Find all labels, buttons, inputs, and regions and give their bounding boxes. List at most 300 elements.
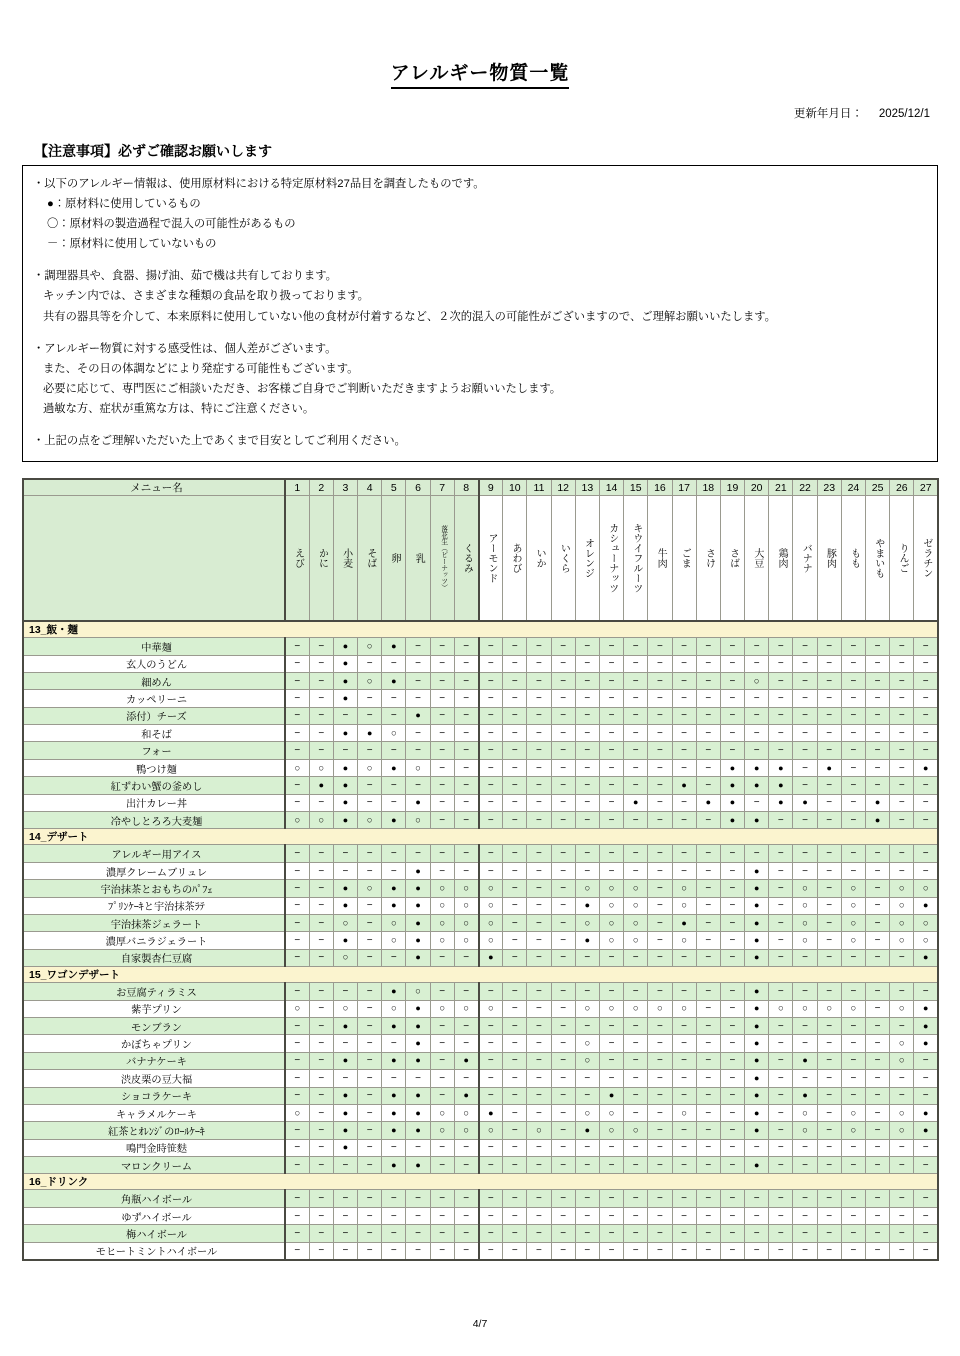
allergen-cell-1: − xyxy=(285,845,309,862)
allergen-cell-22: − xyxy=(793,690,817,707)
allergen-cell-1: − xyxy=(285,862,309,879)
allergen-cell-24: − xyxy=(841,1139,865,1156)
allergen-cell-15: − xyxy=(624,812,648,829)
allergen-cell-19: − xyxy=(720,1087,744,1104)
menu-item-name: 角瓶ハイボール xyxy=(23,1190,285,1207)
allergen-cell-18: − xyxy=(696,812,720,829)
notice-line-8: また、その日の体調などにより発症する可能性もございます。 xyxy=(43,362,359,375)
allergen-cell-15: ● xyxy=(624,794,648,811)
allergen-cell-21: − xyxy=(769,742,793,759)
allergen-cell-18: − xyxy=(696,1017,720,1034)
allergen-cell-4: − xyxy=(358,655,382,672)
table-row xyxy=(23,690,938,707)
allergen-cell-12: − xyxy=(551,638,575,655)
allergen-header-10: あわび xyxy=(503,496,527,622)
allergen-cell-23: − xyxy=(817,1190,841,1207)
allergen-cell-10: − xyxy=(503,690,527,707)
allergen-cell-10: − xyxy=(503,742,527,759)
allergen-cell-9: − xyxy=(479,638,503,655)
allergen-cell-1: − xyxy=(285,932,309,949)
allergen-cell-24: ○ xyxy=(841,880,865,897)
allergen-cell-26: − xyxy=(890,794,914,811)
table-row xyxy=(23,1000,938,1017)
allergen-cell-13: − xyxy=(575,1139,599,1156)
allergen-cell-10: − xyxy=(503,897,527,914)
allergen-cell-3: ● xyxy=(333,897,357,914)
allergen-cell-20: − xyxy=(745,655,769,672)
notice-line-11: ・上記の点をご理解いただいた上であくまで目安としてご利用ください。 xyxy=(33,435,406,448)
allergen-cell-25: − xyxy=(866,1157,890,1174)
allergen-cell-15: − xyxy=(624,707,648,724)
allergen-cell-9: − xyxy=(479,1139,503,1156)
allergen-cell-21: − xyxy=(769,1087,793,1104)
allergen-cell-22: − xyxy=(793,845,817,862)
allergen-cell-4: − xyxy=(358,1225,382,1242)
allergen-cell-24: − xyxy=(841,690,865,707)
allergen-cell-18: − xyxy=(696,1070,720,1087)
allergen-cell-5: − xyxy=(382,707,406,724)
allergen-cell-3: − xyxy=(333,742,357,759)
allergen-cell-6: − xyxy=(406,1139,430,1156)
allergen-cell-22: − xyxy=(793,655,817,672)
menu-item-name: 玄人のうどん xyxy=(23,655,285,672)
allergen-cell-22: − xyxy=(793,1207,817,1224)
allergen-cell-6: ● xyxy=(406,1122,430,1139)
allergen-cell-2: − xyxy=(309,1139,333,1156)
menu-item-name: フォー xyxy=(23,742,285,759)
allergen-cell-4: − xyxy=(358,1087,382,1104)
table-row xyxy=(23,1157,938,1174)
allergen-cell-21: − xyxy=(769,897,793,914)
allergen-cell-2: − xyxy=(309,914,333,931)
allergen-cell-11: − xyxy=(527,655,551,672)
allergen-cell-11: − xyxy=(527,914,551,931)
allergen-cell-9: ○ xyxy=(479,932,503,949)
section-label: 16_ドリンク xyxy=(23,1174,938,1190)
allergen-cell-12: − xyxy=(551,1070,575,1087)
allergen-cell-14: − xyxy=(599,862,623,879)
allergen-cell-9: − xyxy=(479,1052,503,1069)
allergen-cell-27: ● xyxy=(914,759,938,776)
allergen-cell-27: − xyxy=(914,794,938,811)
allergen-cell-19: − xyxy=(720,932,744,949)
allergen-cell-20: ● xyxy=(745,949,769,966)
allergen-cell-20: − xyxy=(745,1207,769,1224)
allergen-cell-15: − xyxy=(624,1190,648,1207)
allergen-cell-7: − xyxy=(430,672,454,689)
menu-item-name: キャラメルケーキ xyxy=(23,1104,285,1121)
menu-item-name: ショコラケーキ xyxy=(23,1087,285,1104)
allergen-cell-9: − xyxy=(479,655,503,672)
allergen-cell-2: − xyxy=(309,1000,333,1017)
allergen-cell-1: − xyxy=(285,1052,309,1069)
update-date-value: 2025/12/1 xyxy=(878,108,930,120)
allergen-cell-16: − xyxy=(648,862,672,879)
allergen-cell-22: ○ xyxy=(793,1122,817,1139)
allergen-cell-7: − xyxy=(430,638,454,655)
allergen-cell-26: − xyxy=(890,690,914,707)
allergen-cell-16: − xyxy=(648,777,672,794)
allergen-cell-10: − xyxy=(503,794,527,811)
allergen-cell-21: ○ xyxy=(769,1000,793,1017)
allergen-cell-23: − xyxy=(817,1225,841,1242)
allergen-cell-6: ● xyxy=(406,1087,430,1104)
allergen-cell-19: − xyxy=(720,690,744,707)
allergen-cell-21: − xyxy=(769,1104,793,1121)
table-row xyxy=(23,672,938,689)
allergen-cell-15: − xyxy=(624,1139,648,1156)
allergen-cell-23: − xyxy=(817,1017,841,1034)
allergen-cell-15: − xyxy=(624,1207,648,1224)
notice-line-7: ・アレルギー物質に対する感受性は、個人差がございます。 xyxy=(33,342,337,355)
allergen-cell-19: − xyxy=(720,914,744,931)
allergen-cell-5: ● xyxy=(382,1052,406,1069)
allergen-cell-7: − xyxy=(430,759,454,776)
allergen-cell-24: − xyxy=(841,1190,865,1207)
allergen-cell-16: − xyxy=(648,1242,672,1260)
allergen-cell-18: − xyxy=(696,1087,720,1104)
allergen-cell-27: − xyxy=(914,1139,938,1156)
allergen-cell-8: − xyxy=(454,759,478,776)
allergen-cell-7: − xyxy=(430,1070,454,1087)
allergen-cell-12: − xyxy=(551,1225,575,1242)
allergen-cell-22: ○ xyxy=(793,897,817,914)
allergen-cell-25: ● xyxy=(866,794,890,811)
allergen-cell-16: − xyxy=(648,1139,672,1156)
allergen-cell-15: − xyxy=(624,1052,648,1069)
allergen-cell-1: ○ xyxy=(285,759,309,776)
allergen-cell-8: − xyxy=(454,1139,478,1156)
allergen-cell-9: − xyxy=(479,1017,503,1034)
allergen-cell-23: − xyxy=(817,1087,841,1104)
allergen-cell-5: ● xyxy=(382,1122,406,1139)
notice-line-0: ・以下のアレルギー情報は、使用原材料における特定原材料27品目を調査したものです。 xyxy=(33,178,485,190)
allergen-cell-17: ○ xyxy=(672,897,696,914)
allergen-number-10: 10 xyxy=(503,479,527,496)
menu-item-name: かぼちゃプリン xyxy=(23,1035,285,1052)
allergen-cell-18: − xyxy=(696,759,720,776)
allergen-cell-15: − xyxy=(624,690,648,707)
allergen-cell-23: − xyxy=(817,880,841,897)
allergen-cell-6: ● xyxy=(406,1157,430,1174)
allergen-cell-13: ○ xyxy=(575,1000,599,1017)
allergen-cell-1: − xyxy=(285,1035,309,1052)
allergen-cell-19: − xyxy=(720,672,744,689)
allergen-cell-14: ○ xyxy=(599,1104,623,1121)
allergen-cell-7: − xyxy=(430,1242,454,1260)
allergen-cell-26: − xyxy=(890,1017,914,1034)
allergen-cell-13: − xyxy=(575,690,599,707)
allergen-cell-10: − xyxy=(503,949,527,966)
allergen-cell-9: − xyxy=(479,1242,503,1260)
allergen-cell-6: − xyxy=(406,1242,430,1260)
allergen-cell-22: − xyxy=(793,1035,817,1052)
allergen-cell-4: − xyxy=(358,1070,382,1087)
allergen-cell-6: ● xyxy=(406,707,430,724)
menu-item-name: カッペリーニ xyxy=(23,690,285,707)
allergen-cell-21: − xyxy=(769,949,793,966)
allergen-cell-5: − xyxy=(382,794,406,811)
allergen-cell-6: − xyxy=(406,638,430,655)
allergen-cell-3: ● xyxy=(333,690,357,707)
allergen-cell-26: ○ xyxy=(890,1104,914,1121)
allergen-cell-20: ○ xyxy=(745,672,769,689)
allergen-cell-20: ● xyxy=(745,1035,769,1052)
allergen-cell-27: − xyxy=(914,1190,938,1207)
allergen-cell-17: ○ xyxy=(672,1104,696,1121)
allergen-cell-18: − xyxy=(696,655,720,672)
allergen-cell-4: − xyxy=(358,845,382,862)
allergen-cell-16: − xyxy=(648,638,672,655)
menu-item-name: マロンクリーム xyxy=(23,1157,285,1174)
allergen-cell-19: ● xyxy=(720,759,744,776)
allergen-cell-9: − xyxy=(479,1207,503,1224)
allergen-cell-20: ● xyxy=(745,897,769,914)
allergen-cell-9: − xyxy=(479,983,503,1000)
allergen-cell-3: ● xyxy=(333,812,357,829)
allergen-cell-26: − xyxy=(890,812,914,829)
allergen-cell-25: − xyxy=(866,742,890,759)
allergen-cell-13: − xyxy=(575,1157,599,1174)
table-head xyxy=(23,479,938,621)
allergen-cell-17: − xyxy=(672,949,696,966)
table-row xyxy=(23,1122,938,1139)
allergen-cell-18: − xyxy=(696,897,720,914)
allergen-cell-15: − xyxy=(624,1104,648,1121)
allergen-cell-11: − xyxy=(527,1157,551,1174)
allergen-cell-10: − xyxy=(503,932,527,949)
allergen-cell-26: − xyxy=(890,672,914,689)
allergen-cell-6: ● xyxy=(406,794,430,811)
allergen-cell-18: ● xyxy=(696,794,720,811)
allergen-cell-12: − xyxy=(551,725,575,742)
allergen-cell-11: − xyxy=(527,1139,551,1156)
allergen-cell-6: ● xyxy=(406,949,430,966)
allergen-cell-22: − xyxy=(793,742,817,759)
allergen-header-5: 卵 xyxy=(382,496,406,622)
allergen-cell-3: ● xyxy=(333,1087,357,1104)
allergen-cell-9: ○ xyxy=(479,897,503,914)
allergen-cell-11: − xyxy=(527,1035,551,1052)
allergen-cell-26: − xyxy=(890,1139,914,1156)
section-row xyxy=(23,1174,938,1190)
allergen-cell-4: ○ xyxy=(358,759,382,776)
allergen-cell-11: − xyxy=(527,690,551,707)
table-row xyxy=(23,880,938,897)
menu-item-name: 紫芋プリン xyxy=(23,1000,285,1017)
allergen-cell-4: ● xyxy=(358,725,382,742)
allergen-cell-18: − xyxy=(696,1035,720,1052)
allergen-cell-17: − xyxy=(672,1035,696,1052)
notice-line-10: 過敏な方、症状が重篤な方は、特にご注意ください。 xyxy=(43,402,315,415)
allergen-cell-1: − xyxy=(285,1139,309,1156)
allergen-cell-9: − xyxy=(479,759,503,776)
allergen-cell-2: − xyxy=(309,655,333,672)
allergen-cell-10: − xyxy=(503,1000,527,1017)
allergen-cell-17: − xyxy=(672,655,696,672)
allergen-cell-16: − xyxy=(648,725,672,742)
allergen-cell-12: − xyxy=(551,1087,575,1104)
allergen-cell-14: − xyxy=(599,655,623,672)
allergen-cell-13: − xyxy=(575,725,599,742)
allergen-cell-17: − xyxy=(672,1190,696,1207)
allergen-cell-9: − xyxy=(479,1157,503,1174)
allergen-cell-19: − xyxy=(720,1000,744,1017)
allergen-cell-1: − xyxy=(285,690,309,707)
table-row xyxy=(23,655,938,672)
allergen-cell-2: − xyxy=(309,983,333,1000)
allergen-cell-20: − xyxy=(745,690,769,707)
allergen-cell-19: ● xyxy=(720,812,744,829)
allergen-cell-24: − xyxy=(841,1157,865,1174)
allergen-cell-14: − xyxy=(599,794,623,811)
allergen-cell-4: − xyxy=(358,897,382,914)
allergen-cell-15: − xyxy=(624,638,648,655)
allergen-cell-22: ● xyxy=(793,794,817,811)
allergen-cell-24: ○ xyxy=(841,897,865,914)
allergen-cell-14: − xyxy=(599,1017,623,1034)
allergen-cell-7: − xyxy=(430,777,454,794)
allergen-cell-22: − xyxy=(793,1017,817,1034)
allergen-cell-17: − xyxy=(672,742,696,759)
allergen-cell-26: − xyxy=(890,707,914,724)
allergen-cell-14: ● xyxy=(599,1087,623,1104)
allergen-cell-22: − xyxy=(793,1157,817,1174)
allergen-cell-8: − xyxy=(454,777,478,794)
allergen-cell-9: − xyxy=(479,1225,503,1242)
allergen-number-11: 11 xyxy=(527,479,551,496)
update-date-row xyxy=(22,105,938,121)
table-row xyxy=(23,742,938,759)
allergen-header-12: いくら xyxy=(551,496,575,622)
allergen-cell-16: − xyxy=(648,672,672,689)
allergen-cell-2: − xyxy=(309,1017,333,1034)
allergen-cell-5: − xyxy=(382,1035,406,1052)
allergen-cell-9: − xyxy=(479,707,503,724)
allergen-cell-16: − xyxy=(648,1087,672,1104)
allergen-number-1: 1 xyxy=(285,479,309,496)
allergen-cell-26: − xyxy=(890,1207,914,1224)
allergen-cell-25: − xyxy=(866,638,890,655)
allergen-cell-10: − xyxy=(503,845,527,862)
allergen-cell-3: − xyxy=(333,1225,357,1242)
allergen-cell-2: − xyxy=(309,638,333,655)
allergen-cell-1: − xyxy=(285,655,309,672)
allergen-cell-4: − xyxy=(358,914,382,931)
allergen-cell-11: − xyxy=(527,1087,551,1104)
allergen-cell-26: ○ xyxy=(890,1122,914,1139)
allergen-cell-17: ● xyxy=(672,777,696,794)
allergen-cell-4: ○ xyxy=(358,672,382,689)
allergen-cell-14: ○ xyxy=(599,914,623,931)
allergen-cell-9: ● xyxy=(479,949,503,966)
allergen-number-23: 23 xyxy=(817,479,841,496)
allergen-cell-22: ○ xyxy=(793,1000,817,1017)
allergen-cell-14: − xyxy=(599,1242,623,1260)
allergen-cell-10: − xyxy=(503,1157,527,1174)
allergen-cell-24: ○ xyxy=(841,914,865,931)
allergen-cell-24: − xyxy=(841,655,865,672)
allergen-cell-13: ○ xyxy=(575,914,599,931)
allergen-cell-5: ○ xyxy=(382,1000,406,1017)
allergen-cell-2: − xyxy=(309,1190,333,1207)
allergen-cell-10: − xyxy=(503,914,527,931)
allergen-cell-6: − xyxy=(406,777,430,794)
allergen-cell-27: ● xyxy=(914,1000,938,1017)
table-row xyxy=(23,949,938,966)
allergen-cell-12: − xyxy=(551,1139,575,1156)
allergen-cell-20: ● xyxy=(745,759,769,776)
allergen-cell-13: − xyxy=(575,707,599,724)
allergen-header-8: くるみ xyxy=(454,496,478,622)
allergen-cell-17: ○ xyxy=(672,880,696,897)
allergen-cell-9: ○ xyxy=(479,914,503,931)
allergen-cell-18: − xyxy=(696,1190,720,1207)
allergen-cell-19: − xyxy=(720,1157,744,1174)
allergen-cell-23: − xyxy=(817,1104,841,1121)
section-row xyxy=(23,967,938,983)
allergen-cell-22: − xyxy=(793,1225,817,1242)
table-header-numbers xyxy=(23,479,938,496)
table-row xyxy=(23,725,938,742)
menu-item-name: 鳴門金時笹麩 xyxy=(23,1139,285,1156)
allergen-cell-26: − xyxy=(890,1157,914,1174)
allergen-cell-18: − xyxy=(696,1242,720,1260)
allergen-cell-16: − xyxy=(648,949,672,966)
allergen-cell-15: − xyxy=(624,655,648,672)
allergen-cell-3: ● xyxy=(333,1122,357,1139)
allergen-cell-4: − xyxy=(358,1139,382,1156)
allergen-cell-24: − xyxy=(841,1087,865,1104)
allergen-cell-1: − xyxy=(285,1070,309,1087)
allergen-cell-25: − xyxy=(866,897,890,914)
allergen-cell-13: − xyxy=(575,983,599,1000)
allergen-cell-17: − xyxy=(672,1225,696,1242)
allergen-cell-10: − xyxy=(503,1139,527,1156)
section-label: 15_ワゴンデザート xyxy=(23,967,938,983)
allergen-header-7: 落花生（ピーナッツ） xyxy=(430,496,454,622)
allergen-cell-8: ● xyxy=(454,1087,478,1104)
allergen-cell-14: − xyxy=(599,707,623,724)
allergen-cell-14: − xyxy=(599,725,623,742)
allergen-number-24: 24 xyxy=(841,479,865,496)
allergen-cell-11: − xyxy=(527,862,551,879)
allergen-cell-16: − xyxy=(648,1207,672,1224)
allergen-cell-6: ○ xyxy=(406,759,430,776)
allergen-cell-11: − xyxy=(527,1017,551,1034)
allergen-cell-12: − xyxy=(551,1242,575,1260)
allergen-cell-21: − xyxy=(769,880,793,897)
allergen-cell-12: − xyxy=(551,983,575,1000)
allergen-cell-25: − xyxy=(866,777,890,794)
allergen-cell-25: − xyxy=(866,1122,890,1139)
allergen-cell-16: − xyxy=(648,1122,672,1139)
allergen-cell-15: − xyxy=(624,983,648,1000)
allergen-cell-26: − xyxy=(890,1242,914,1260)
allergen-cell-8: − xyxy=(454,1157,478,1174)
notice-line-5: キッチン内では、さまざまな種類の食品を取り扱っております。 xyxy=(43,290,369,303)
allergen-number-12: 12 xyxy=(551,479,575,496)
allergen-cell-23: − xyxy=(817,742,841,759)
legend-line-used: ●：原材料に使用しているもの xyxy=(47,198,201,211)
allergen-cell-27: − xyxy=(914,1242,938,1260)
allergen-cell-9: − xyxy=(479,742,503,759)
allergen-cell-6: − xyxy=(406,690,430,707)
allergen-cell-12: − xyxy=(551,812,575,829)
allergen-cell-20: ● xyxy=(745,932,769,949)
allergen-cell-18: − xyxy=(696,862,720,879)
allergen-cell-9: − xyxy=(479,862,503,879)
